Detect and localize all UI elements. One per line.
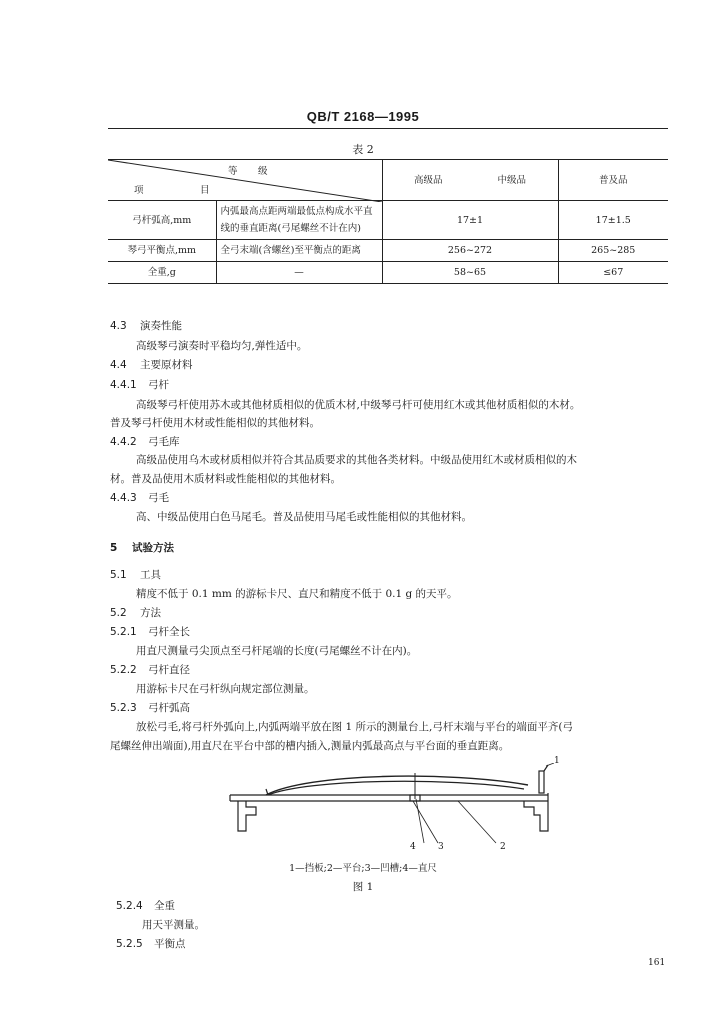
col-basic: 普及品 xyxy=(558,160,668,201)
row-item: 琴弓平衡点,mm xyxy=(108,240,216,262)
section-5-2-1: 5.2.1 弓杆全长 xyxy=(110,626,190,638)
page-number: 161 xyxy=(648,958,666,968)
section-4-4-1-text1: 高级琴弓杆使用苏木或其他材质相似的优质木材,中级琴弓杆可使用红木或其他材质相似的木材。 xyxy=(136,399,581,411)
figure-title: 图 1 xyxy=(352,881,374,893)
section-4-4-2: 4.4.2 弓毛库 xyxy=(110,436,180,448)
section-4-4-3: 4.4.3 弓毛 xyxy=(110,492,169,504)
table-row xyxy=(108,201,668,240)
header-high-mid-cell xyxy=(382,160,558,201)
figure-label-1: 1 xyxy=(554,756,560,766)
corner-grade2: 级 xyxy=(258,166,268,177)
section-4-3-text: 高级琴弓演奏时平稳均匀,弹性适中。 xyxy=(136,340,308,352)
row-high-mid: 256~272 xyxy=(382,240,558,262)
section-4-4-1-text2: 普及琴弓杆使用木材或性能相似的其他材料。 xyxy=(110,417,320,429)
col-mid: 中级品 xyxy=(497,174,526,186)
corner-item2: 目 xyxy=(200,185,210,196)
section-5-2-3: 5.2.3 弓杆弧高 xyxy=(110,702,190,714)
row-desc: 全弓末端(含螺丝)至平衡点的距离 xyxy=(216,240,382,262)
figure-label-4: 4 xyxy=(410,842,416,852)
spec-table xyxy=(108,159,668,284)
table-row xyxy=(108,240,668,262)
section-4-4-3-text: 高、中级品使用白色马尾毛。普及品使用马尾毛或性能相似的其他材料。 xyxy=(136,511,472,523)
standard-code: QB/T 2168—1995 xyxy=(306,109,420,124)
table-row xyxy=(108,262,668,284)
figure-label-2: 2 xyxy=(500,842,506,852)
section-5-1-text: 精度不低于 0.1 mm 的游标卡尺、直尺和精度不低于 0.1 g 的天平。 xyxy=(136,588,458,600)
figure-label-3: 3 xyxy=(438,842,444,852)
section-4-3: 4.3 演奏性能 xyxy=(110,320,182,332)
section-5-2-2: 5.2.2 弓杆直径 xyxy=(110,664,190,676)
row-desc: — xyxy=(216,262,382,284)
col-high: 高级品 xyxy=(413,174,443,186)
header-rule xyxy=(108,128,668,129)
section-5-2: 5.2 方法 xyxy=(110,607,161,619)
row-high-mid: 58~65 xyxy=(382,262,558,284)
corner-item1: 项 xyxy=(134,185,144,196)
table-header-row xyxy=(108,160,668,201)
section-5-2-2-text: 用游标卡尺在弓杆纵向规定部位测量。 xyxy=(136,683,315,695)
table-corner-cell xyxy=(108,160,382,201)
row-high-mid: 17±1 xyxy=(382,201,558,240)
figure-caption: 1—挡板;2—平台;3—凹槽;4—直尺 xyxy=(289,863,437,874)
section-5-2-4: 5.2.4 全重 xyxy=(116,900,175,912)
corner-diagonal xyxy=(108,160,382,202)
row-item: 全重,g xyxy=(108,262,216,284)
row-basic: 265~285 xyxy=(558,240,668,262)
corner-grade: 等 xyxy=(228,166,238,177)
section-5-1: 5.1 工具 xyxy=(110,569,161,581)
section-5-2-5: 5.2.5 平衡点 xyxy=(116,938,186,950)
row-basic: ≤67 xyxy=(558,262,668,284)
section-5-2-3-text2: 尾螺丝伸出端面),用直尺在平台中部的槽内插入,测量内弧最高点与平台面的垂直距离。 xyxy=(110,740,510,752)
row-item: 弓杆弧高,mm xyxy=(108,201,216,240)
section-5-2-3-text1: 放松弓毛,将弓杆外弧向上,内弧两端平放在图 1 所示的测量台上,弓杆末端与平台的端面平齐(弓 xyxy=(136,721,573,733)
section-4-4-2-text2: 材。普及品使用木质材料或性能相似的其他材料。 xyxy=(110,473,341,485)
measuring-platform-figure xyxy=(228,763,558,858)
table-caption: 表 2 xyxy=(352,143,374,156)
section-5: 5 试验方法 xyxy=(110,542,174,554)
row-desc: 内弧最高点距两端最低点构成水平直线的垂直距离(弓尾螺丝不计在内) xyxy=(216,201,382,240)
section-4-4-2-text1: 高级品使用乌木或材质相似并符合其品质要求的其他各类材料。中级品使用红木或材质相似的木 xyxy=(136,454,577,466)
section-5-2-4-text: 用天平测量。 xyxy=(142,919,205,931)
section-4-4: 4.4 主要原材料 xyxy=(110,359,193,371)
section-4-4-1: 4.4.1 弓杆 xyxy=(110,379,169,391)
row-basic: 17±1.5 xyxy=(558,201,668,240)
section-5-2-1-text: 用直尺测量弓尖顶点至弓杆尾端的长度(弓尾螺丝不计在内)。 xyxy=(136,645,418,657)
